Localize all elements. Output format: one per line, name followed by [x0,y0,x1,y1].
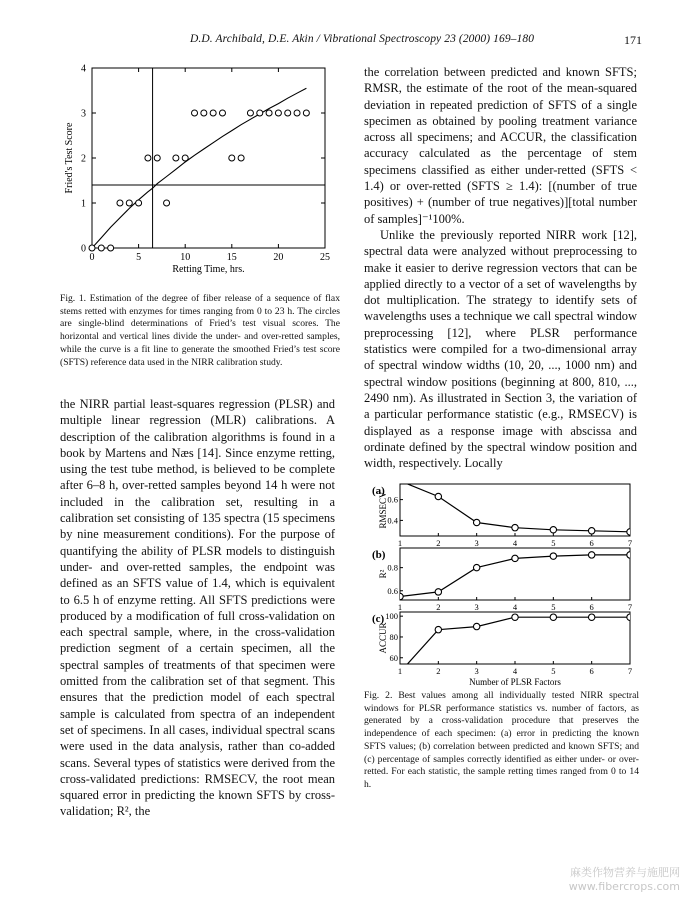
right-column-text [364,64,637,471]
x-tick-label: 5 [136,252,142,263]
x-tick-label: 1 [397,602,403,612]
panel-label: (a) [372,485,385,497]
data-point [266,110,272,116]
data-point [550,553,556,559]
data-point [473,623,479,629]
data-point [182,155,188,161]
data-point [588,528,594,534]
y-tick-label: 0.6 [387,585,398,596]
plot-frame [92,68,325,248]
x-tick-label: 6 [589,666,594,676]
x-tick-label: 4 [512,602,518,612]
data-point [512,524,518,530]
x-tick-label: 15 [226,252,237,263]
data-point [117,200,123,206]
right-column-paragraph-2: Unlike the previously reported NIRR work [12], spectral data were analyzed without preprocessing to make it easier to derive regression vectors that can be applied directly to a vector of a set of wavelengths by dot multiplication. The strategy to identify sets of wavelengths uses a technique we call spectral window preprocessing [12], where PLSR performance statistics were compiled for a two-dimensional array of spectral window widths (10, 20, ..., 1000 nm) and spectral window positions (beginning at 800, 810, ..., 2490 nm). As illustrated in Section 3, the variation of a particular performance statistic (e.g., RMSECV) is displayed as a response image with abscissa and ordinate defined by the spectral window position and width, respectively. Locally [364,227,637,471]
x-tick-label: 1 [397,666,403,676]
data-point [627,529,633,535]
data-point [435,589,441,595]
x-tick-label: 6 [589,602,594,612]
data-point [192,110,198,116]
data-point [435,626,441,632]
data-point [550,527,556,533]
x-tick-label: 4 [512,538,518,548]
data-point [108,245,114,251]
data-point [397,478,403,484]
data-point [136,200,142,206]
y-tick-label: 0 [81,243,86,255]
data-point [257,110,263,116]
x-axis-label: Number of PLSR Factors [469,677,561,686]
data-point [238,155,244,161]
y-tick-label: 2 [81,153,86,165]
x-axis-label: Retting Time, hrs. [172,264,245,275]
page-number: 171 [624,33,642,47]
panel-y-axis-label: R² [378,569,388,579]
panel-series [397,478,633,535]
y-tick-label: 80 [389,631,398,642]
x-tick-label: 10 [180,252,191,263]
x-tick-label: 5 [551,602,556,612]
data-point [294,110,300,116]
data-point [588,614,594,620]
data-point [173,155,179,161]
panel-label: (b) [372,549,386,561]
x-tick-label: 25 [320,252,330,263]
data-point [154,155,160,161]
panel-label: (c) [372,613,385,625]
data-point [126,200,132,206]
figure-2-chart [362,476,642,686]
x-tick-label: 20 [273,252,284,263]
data-point [588,552,594,558]
panel-y-axis-label: ACCUR [378,622,388,654]
y-axis-label: Fried's Test Score [64,122,75,194]
x-tick-label: 3 [474,666,479,676]
data-point [512,614,518,620]
x-tick-label: 5 [551,666,556,676]
left-column-paragraph: the NIRR partial least-squares regression (PLSR) and multiple linear regression (MLR) calibrations. A description of the calibration algorithms is found in a book by Martens and Næs [14]. Since enzyme retting, using the test tube method, is believed to be complete after 6–8 h, over-retted samples beyond 14 h were not included in the calibration set, resulting in a calibration set consisting of 135 spectra (15 specimens by nine measurement conditions). For the purpose of quantifying the ability of PLSR models to distinguish under- and over-retted samples, the endpoint was defined as an SFTS value of 1.4, which is equivalent to 6.5 h of enzyme retting. All SFTS predictions were produced by a modification of full cross-validation on each spectral sample, where, in the cross-validation prediction segment of a certain specimen, all the spectral samples of treatments of that specimen were omitted from the calibration set of that segment. This ensures that the prediction model of each spectral sample is calculated from spectra of an independent set of specimens. In all cases, individual spectral scans were used in the data analysis, rather than co-added scans. Several types of statistics were derived from the cross-validated predictions: RMSECV, the root mean squared error in predicting the known SFTS by cross-validation; R², the [60,397,335,819]
data-point [201,110,207,116]
data-point [164,200,170,206]
watermark [569,866,680,894]
x-tick-label: 7 [627,538,633,548]
data-point [89,245,95,251]
data-point [473,564,479,570]
y-tick-label: 0.8 [387,562,398,573]
data-point [275,110,281,116]
x-tick-label: 3 [474,538,479,548]
data-point [627,614,633,620]
y-tick-label: 60 [389,652,398,663]
y-tick-label: 4 [81,63,86,75]
data-point [627,552,633,558]
y-tick-label: 100 [385,611,398,622]
watermark-url: www.fibercrops.com [568,880,680,893]
right-column-paragraph-1: the correlation between predicted and known SFTS; RMSR, the estimate of the root of the mean-squared deviation in repeated prediction of SFTS of a single specimen as obtained by pooling treatment variance across all specimens; and ACCUR, the classification accuracy calculated as the percentage of stem specimens classified as either under-retted (SFTS < 1.4) or over-retted (SFTS ≥ 1.4): [(number of true positives) + (number of true negatives)][total number of samples]⁻¹100%. [364,65,637,226]
y-tick-label: 0.4 [387,515,398,526]
data-point [98,245,104,251]
y-tick-label: 3 [81,108,86,120]
x-tick-label: 6 [589,538,594,548]
panel-series [397,552,633,600]
y-tick-label: 1 [81,198,86,210]
watermark-site-name: 麻类作物营养与施肥网 [570,866,680,879]
x-tick-label: 0 [89,252,95,263]
data-point [303,110,309,116]
x-tick-label: 2 [436,538,441,548]
x-tick-label: 1 [397,538,403,548]
data-point [210,110,216,116]
x-tick-label: 7 [627,666,633,676]
panel-y-axis-label: RMSECV [378,491,388,529]
running-head: D.D. Archibald, D.E. Akin / Vibrational Spectroscopy 23 (2000) 169–180 [190,33,535,45]
data-point [219,110,225,116]
data-point [229,155,235,161]
data-point [247,110,253,116]
x-tick-label: 4 [512,666,518,676]
x-tick-label: 3 [474,602,479,612]
data-point [145,155,151,161]
data-point [285,110,291,116]
x-tick-label: 2 [436,666,441,676]
x-tick-label: 2 [436,602,441,612]
left-column-text [60,396,335,820]
data-point [512,555,518,561]
figure-1-chart [60,58,350,278]
x-tick-label: 5 [551,538,556,548]
x-tick-label: 7 [627,602,633,612]
fit-curve [92,88,306,248]
data-point [435,493,441,499]
data-point [550,614,556,620]
figure-2-caption: Fig. 2. Best values among all individually tested NIRR spectral windows for PLSR performance statistics vs. number of factors, as generated by a cross-validation procedure that preserves the independence of each specimen: (a) error in predicting the known SFTS values; (b) correlation between predicted and known SFTS; and (c) percentage of samples correctly identified as either under- or over-retted. For each statistic, the sample retting times ranged from 0 to 14 h. [364,690,639,790]
data-point [473,519,479,525]
figure-1-caption: Fig. 1. Estimation of the degree of fiber release of a sequence of flax stems retted with enzymes for times ranging from 0 to 23 h. The circles are single-blind determinations of Fried’s test visual scores. The horizontal and vertical lines divide the under- and over-retted samples, while the curve is a fit line to generate the smoothed Fried’s test score (SFTS) reference data used in the NIRR calibration study. [60,293,340,368]
y-tick-label: 0.6 [387,494,398,505]
